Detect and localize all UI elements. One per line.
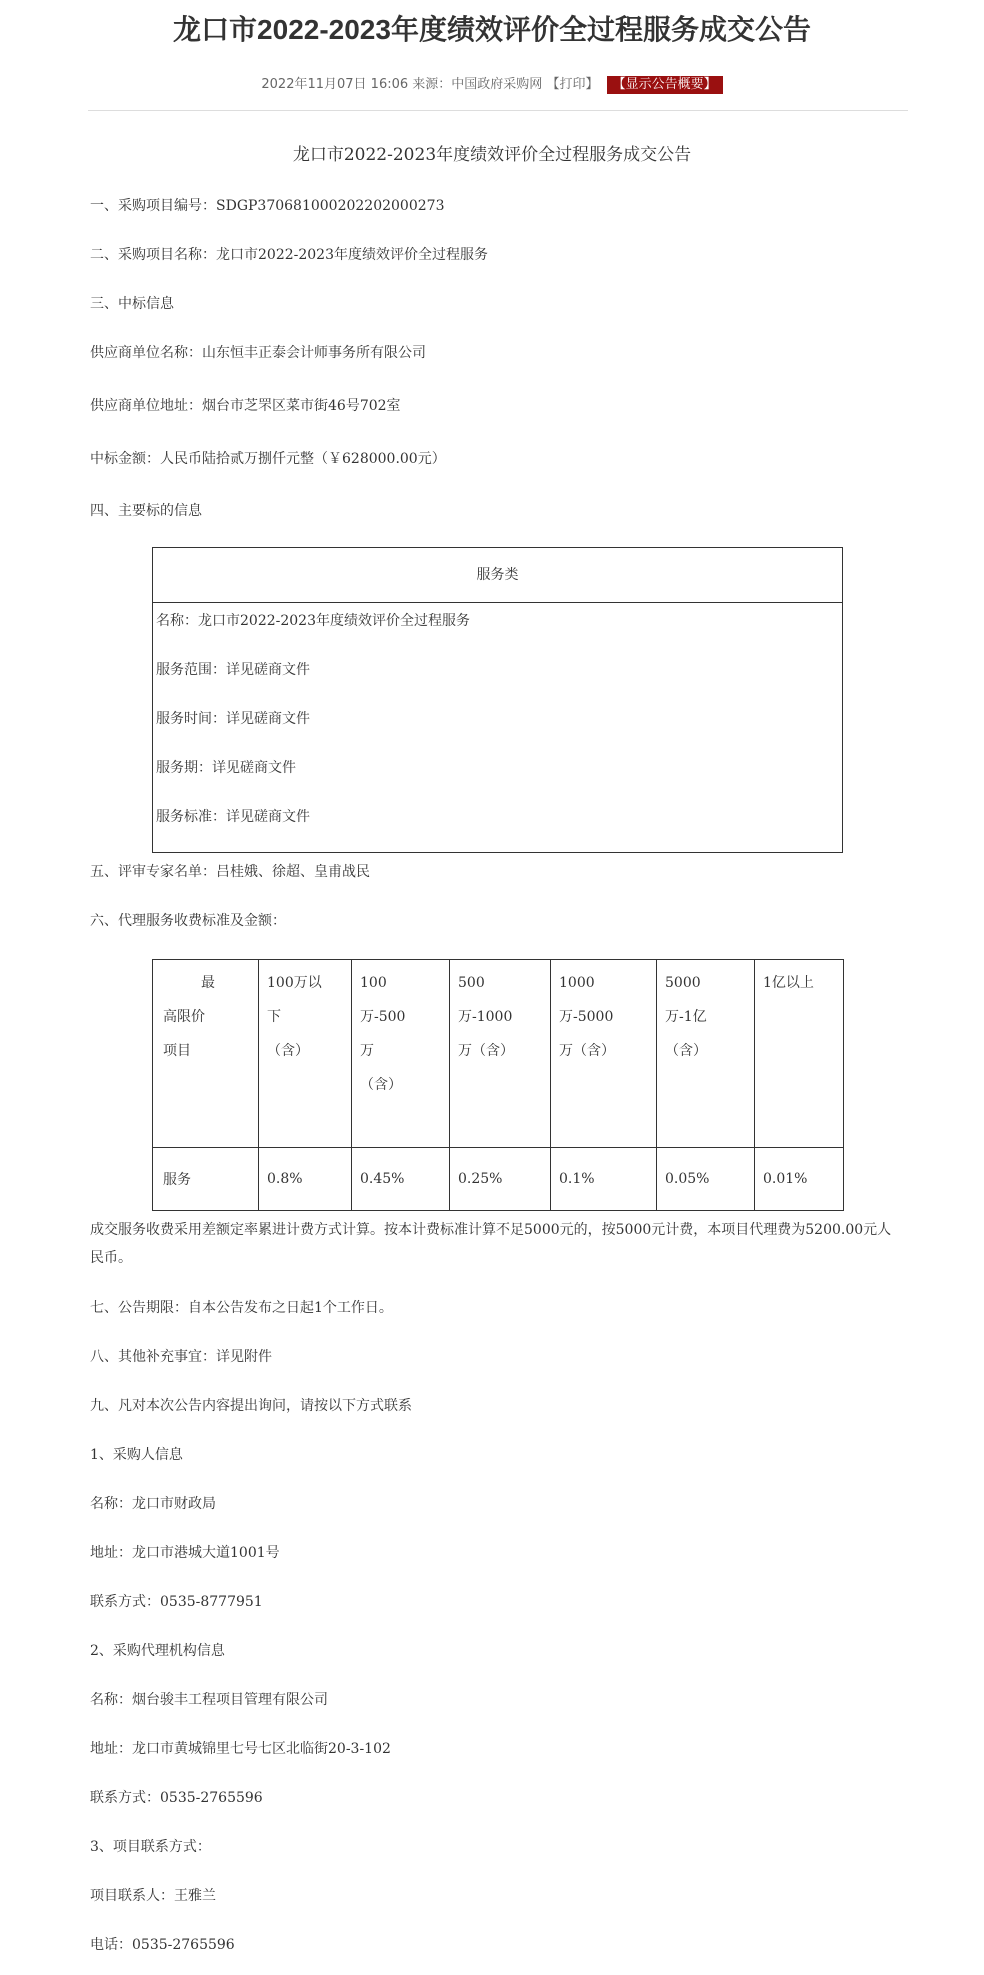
service-name: 名称：龙口市2022-2023年度绩效评价全过程服务 [156,613,470,629]
buyer-name: 名称：龙口市财政局 [90,1496,216,1512]
fee-table-header-row [153,960,844,1148]
experts-list: 五、评审专家名单：吕桂娥、徐超、皇甫战民 [90,864,370,880]
service-time: 服务时间：详见磋商文件 [156,711,310,727]
fee-rate-tier-1: 0.8% [259,1148,352,1211]
project-contact-title: 3、项目联系方式： [90,1839,211,1855]
project-number: 一、采购项目编号：SDGP370681000202202000273 [90,198,445,214]
main-items-title: 四、主要标的信息 [90,503,202,519]
service-info-box [152,547,843,853]
fee-note: 成交服务收费采用差额定率累进计费方式计算。按本计费标准计算不足5000元的，按5000元计费，本项目代理费为5200.00元人民币。 [90,1222,892,1266]
supplier-name: 供应商单位名称：山东恒丰正泰会计师事务所有限公司 [90,345,426,361]
other-matters: 八、其他补充事宜：详见附件 [90,1349,272,1365]
fee-rate-tier-5: 0.05% [657,1148,755,1211]
project-name: 二、采购项目名称：龙口市2022-2023年度绩效评价全过程服务 [90,247,488,263]
buyer-phone: 联系方式：0535-8777951 [90,1594,263,1610]
service-box-header: 服务类 [153,548,842,603]
agency-phone: 联系方式：0535-2765596 [90,1790,263,1806]
agency-address: 地址：龙口市黄城锦里七号七区北临街20-3-102 [90,1741,391,1757]
document-heading: 龙口市2022-2023年度绩效评价全过程服务成交公告 [292,145,692,165]
agency-name: 名称：烟台骏丰工程项目管理有限公司 [90,1692,328,1708]
fee-row-label: 服务 [153,1148,259,1211]
bid-info-title: 三、中标信息 [90,296,174,312]
fee-rate-tier-3: 0.25% [450,1148,551,1211]
service-standard: 服务标准：详见磋商文件 [156,809,310,825]
contact-intro: 九、凡对本次公告内容提出询问，请按以下方式联系 [90,1398,412,1414]
fee-header-tier-6: 1亿以上 [755,960,844,1148]
show-summary-button[interactable]: 【显示公告概要】 [607,76,723,94]
fee-header-project: 最 高限价 项目 [153,960,259,1148]
source-link[interactable]: 中国政府采购网 [451,77,543,92]
fee-header-tier-3: 500 万-1000 万（含） [450,960,551,1148]
source-label: 来源： [412,77,452,92]
agency-info-title: 2、采购代理机构信息 [90,1643,225,1659]
fee-header-tier-2: 100 万-500 万 （含） [352,960,450,1148]
fee-header-tier-1: 100万以 下 （含） [259,960,352,1148]
fee-rate-tier-4: 0.1% [551,1148,657,1211]
project-contact-phone: 电话：0535-2765596 [90,1937,235,1953]
fee-header-tier-5: 5000 万-1亿 （含） [657,960,755,1148]
service-period: 服务期：详见磋商文件 [156,760,296,776]
print-link[interactable]: 【打印】 [546,77,599,92]
fee-table [152,959,844,1211]
buyer-info-title: 1、采购人信息 [90,1447,183,1463]
publish-date: 2022年11月07日 16:06 [261,77,409,92]
supplier-address: 供应商单位地址：烟台市芝罘区菜市街46号702室 [90,398,401,414]
fee-rate-tier-2: 0.45% [352,1148,450,1211]
project-contact-person: 项目联系人：王雅兰 [90,1888,216,1904]
fee-table-row [153,1148,844,1211]
announcement-meta [0,75,984,95]
page-title: 龙口市2022-2023年度绩效评价全过程服务成交公告 [173,14,811,45]
fee-rate-tier-6: 0.01% [755,1148,844,1211]
notice-period: 七、公告期限：自本公告发布之日起1个工作日。 [90,1300,393,1316]
header-divider [88,110,908,111]
buyer-address: 地址：龙口市港城大道1001号 [90,1545,280,1561]
bid-amount: 中标金额：人民币陆拾贰万捌仟元整（￥628000.00元） [90,451,446,467]
fee-title: 六、代理服务收费标准及金额： [90,913,286,929]
service-scope: 服务范围：详见磋商文件 [156,662,310,678]
fee-header-tier-4: 1000 万-5000 万（含） [551,960,657,1148]
